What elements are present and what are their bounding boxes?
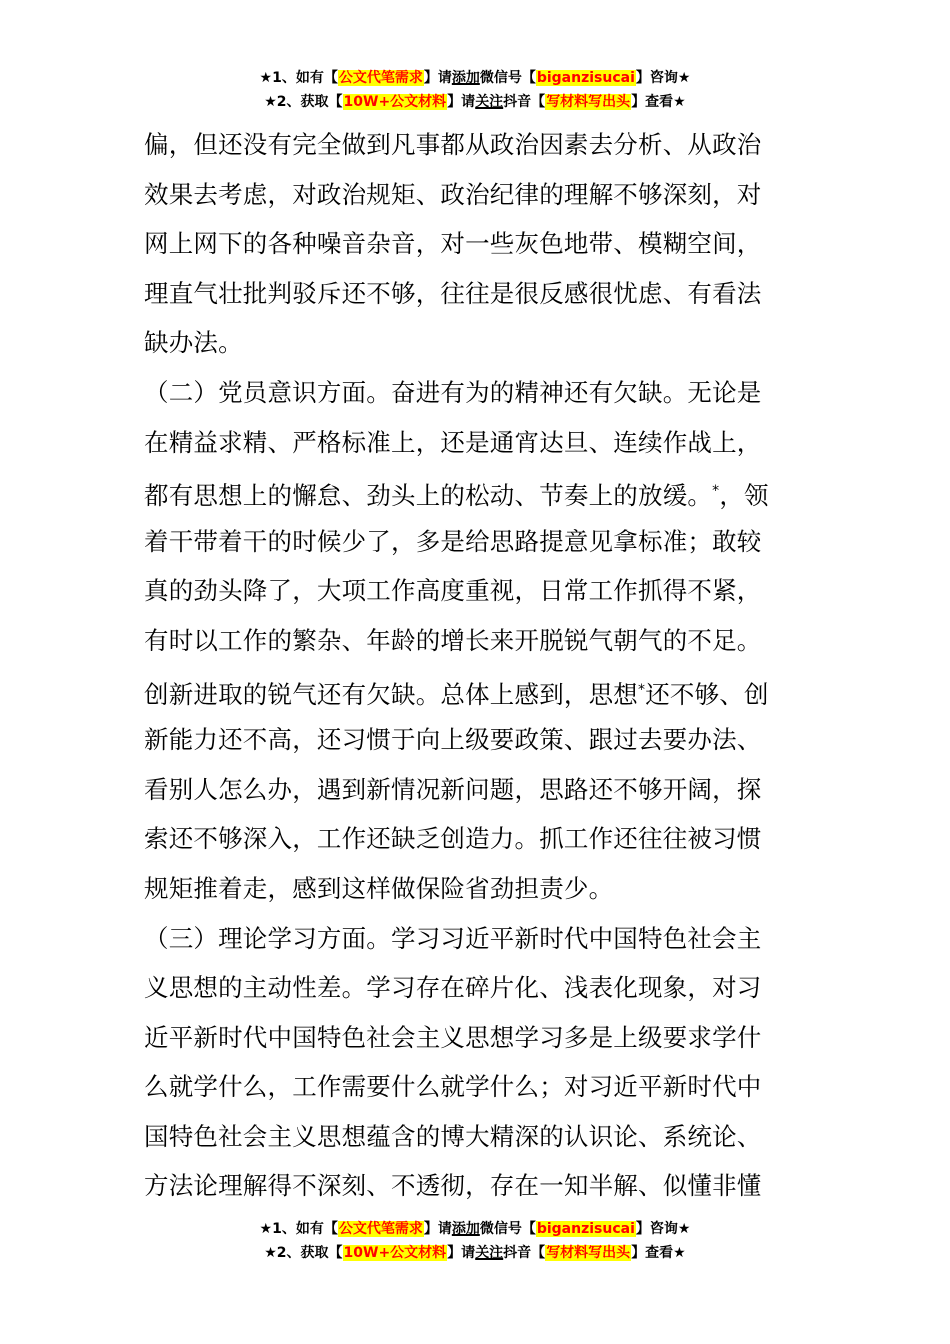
promo-text: 抖音【 [503, 94, 546, 110]
promo-text: 】查看★ [631, 1245, 686, 1261]
body-line: 规矩推着走，感到这样做保险省劲担责少。 [144, 873, 614, 903]
promo-highlight-service: 公文代笔需求 [338, 1221, 423, 1237]
body-line: 近平新时代中国特色社会主义思想学习多是上级要求学什 [144, 1022, 762, 1052]
promo-text: 】请 [447, 1245, 476, 1261]
body-line [144, 467, 808, 517]
body-line: 有时以工作的繁杂、年龄的增长来开脱锐气朝气的不足。 [144, 625, 762, 655]
promo-text: ★2、获取【 [264, 1245, 343, 1261]
section-heading-party-awareness: （二）党员意识方面。奋进有为的精神还有欠缺。无论是 [144, 377, 762, 407]
promo-text: ★2、获取【 [264, 94, 343, 110]
promo-line-2 [0, 1241, 950, 1265]
promo-highlight-service: 公文代笔需求 [338, 70, 423, 86]
body-line: 缺办法。 [144, 328, 243, 358]
body-line: 新能力还不高，还习惯于向上级要政策、跟过去要办法、 [144, 725, 762, 755]
body-line: 偏，但还没有完全做到凡事都从政治因素去分析、从政治 [144, 130, 762, 159]
body-line: 看别人怎么办，遇到新情况新问题，思路还不够开阔，探 [144, 774, 762, 804]
body-line: 国特色社会主义思想蕴含的博大精深的认识论、系统论、 [144, 1121, 762, 1151]
body-line: 么就学什么，工作需要什么就学什么；对习近平新时代中 [144, 1072, 762, 1102]
body-line: 理直气壮批判驳斥还不够，往往是很反感很忧虑、有看法 [144, 278, 762, 308]
promo-underline-follow: 关注 [475, 1245, 504, 1261]
promo-text: 】咨询★ [635, 70, 691, 86]
promo-highlight-wechat-id: biganzisucai [536, 70, 635, 86]
promo-highlight-douyin-name: 写材料写出头 [546, 1245, 631, 1261]
body-line: 真的劲头降了，大项工作高度重视，日常工作抓得不紧， [144, 576, 762, 606]
body-line: 索还不够深入，工作还缺乏创造力。抓工作还往往被习惯 [144, 824, 762, 854]
body-line-text: 还不够、创 [645, 679, 769, 709]
promo-underline-add: 添加 [451, 70, 480, 86]
promo-highlight-materials: 10W+公文材料 [343, 1245, 447, 1261]
redaction-mark: * [712, 483, 720, 500]
body-line: 方法论理解得不深刻、不透彻，存在一知半解、似懂非懂 [144, 1171, 762, 1201]
body-line-text: ，领 [719, 481, 769, 511]
body-line-text: 创新进取的锐气还有欠缺。总体上感到，思想 [144, 679, 638, 709]
body-line: 义思想的主动性差。学习存在碎片化、浅表化现象，对习 [144, 973, 762, 1003]
promo-text: ★1、如有【 [259, 70, 338, 86]
promo-text: 】请 [447, 94, 476, 110]
body-line-text: 都有思想上的懈怠、劲头上的松动、节奏上的放缓。 [144, 481, 713, 511]
section-heading-theory-study: （三）理论学习方面。学习习近平新时代中国特色社会主 [144, 923, 762, 953]
promo-line-1 [0, 1217, 950, 1241]
body-line: 效果去考虑，对政治规矩、政治纪律的理解不够深刻，对 [144, 179, 762, 209]
promo-text: 微信号【 [479, 70, 536, 86]
promo-highlight-douyin-name: 写材料写出头 [546, 94, 631, 110]
body-line [144, 666, 808, 716]
body-line: 着干带着干的时候少了，多是给思路提意见拿标准；敢较 [144, 526, 762, 556]
promo-underline-follow: 关注 [475, 94, 504, 110]
promo-text: ★1、如有【 [259, 1221, 338, 1237]
redaction-mark: * [638, 681, 646, 698]
promo-highlight-wechat-id: biganzisucai [536, 1221, 635, 1237]
promo-text: 】请 [423, 1221, 452, 1237]
promo-line-2 [0, 90, 950, 114]
promo-text: 抖音【 [503, 1245, 546, 1261]
promo-line-1 [0, 66, 950, 90]
header-promo-banner [0, 66, 950, 114]
footer-promo-banner [0, 1217, 950, 1265]
promo-text: 】请 [423, 70, 452, 86]
promo-text: 】查看★ [631, 94, 686, 110]
document-body [144, 120, 808, 1211]
promo-underline-add: 添加 [451, 1221, 480, 1237]
promo-text: 】咨询★ [635, 1221, 691, 1237]
body-line: 在精益求精、严格标准上，还是通宵达旦、连续作战上， [144, 427, 762, 457]
promo-highlight-materials: 10W+公文材料 [343, 94, 447, 110]
body-line: 网上网下的各种噪音杂音，对一些灰色地带、模糊空间， [144, 229, 762, 259]
promo-text: 微信号【 [479, 1221, 536, 1237]
